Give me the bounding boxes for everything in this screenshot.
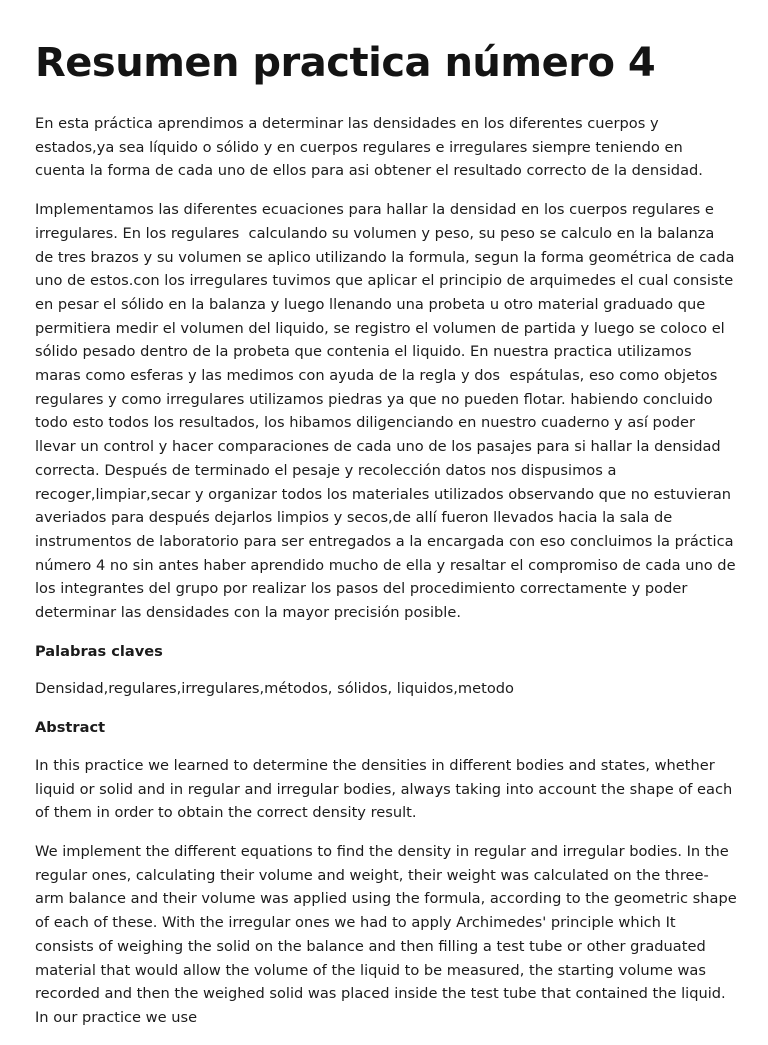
body-paragraph-es: Implementamos las diferentes ecuaciones para hallar la densidad en los cuerpos regulares e irregulares. En los regulares calculando su volumen y peso, su peso se calculo en la balanza de tres brazos y su volumen se aplico utilizando la formula, segun la forma geométrica de cada uno de estos.con los irregulares tuvimos que aplicar el principio de arquimedes el cual consiste en pesar el sólido en la balanza y luego llenando una probeta u otro material graduado que permitiera medir el volumen del liquido, se registro el volumen de partida y luego se coloco el sólido pesado dentro de la probeta que contenia el liquido. En nuestra practica utilizamos maras como esferas y las medimos con ayuda de la regla y dos espátulas, eso como objetos regulares y como irregulares utilizamos piedras ya que no pueden flotar. habiendo concluido todo esto todos los resultados, los hibamos diligenciando en nuestro cuaderno y así poder llevar un control y hacer comparaciones de cada uno de los pasajes para si hallar la densidad correcta. Después de terminado el pesaje y recolección datos nos dispusimos a recoger,limpiar,secar y organizar todos los materiales utilizados observando que no estuvieran averiados para después dejarlos limpios y secos,de allí fueron llevados hacia la sala de instrumentos de laboratorio para ser entregados a la encargada con eso concluimos la práctica número 4 no sin antes haber aprendido mucho de ella y resaltar el compromiso de cada uno de los integrantes del grupo por realizar los pasos del procedimiento correctamente y poder determinar las densidades con la mayor precisión posible. xyxy=(35,201,741,622)
abstract-paragraph-2: We implement the different equations to find the density in regular and irregular bodies. In the regular ones, calculating their volume and weight, their weight was calculated on the three-arm balance and their volume was applied using the formula, according to the geometric shape of each of these. With the irregular ones we had to apply Archimedes' principle which It consists of weighing the solid on the balance and then filling a test tube or other graduated material that would allow the volume of the liquid to be measured, the starting volume was recorded and then the weighed solid was placed inside the test tube that contained the liquid. In our practice we use xyxy=(35,842,742,1026)
document-page xyxy=(35,36,742,1045)
abstract-heading: Abstract xyxy=(35,719,106,737)
keywords-paragraph: Densidad,regulares,irregulares,métodos, sólidos, liquidos,metodo xyxy=(35,680,514,698)
keywords-heading: Palabras claves xyxy=(35,642,163,660)
document-title: Resumen practica número 4 xyxy=(35,40,656,86)
intro-paragraph: En esta práctica aprendimos a determinar las densidades en los diferentes cuerpos y estados,ya sea líquido o sólido y en cuerpos regulares e irregulares siempre teniendo en cuenta la forma de cada uno de ellos para asi obtener el resultado correcto de la densidad. xyxy=(35,115,703,180)
abstract-paragraph-1: In this practice we learned to determine the densities in different bodies and states, whether liquid or solid and in regular and irregular bodies, always taking into account the shape of each of them in order to obtain the correct density result. xyxy=(35,756,737,822)
